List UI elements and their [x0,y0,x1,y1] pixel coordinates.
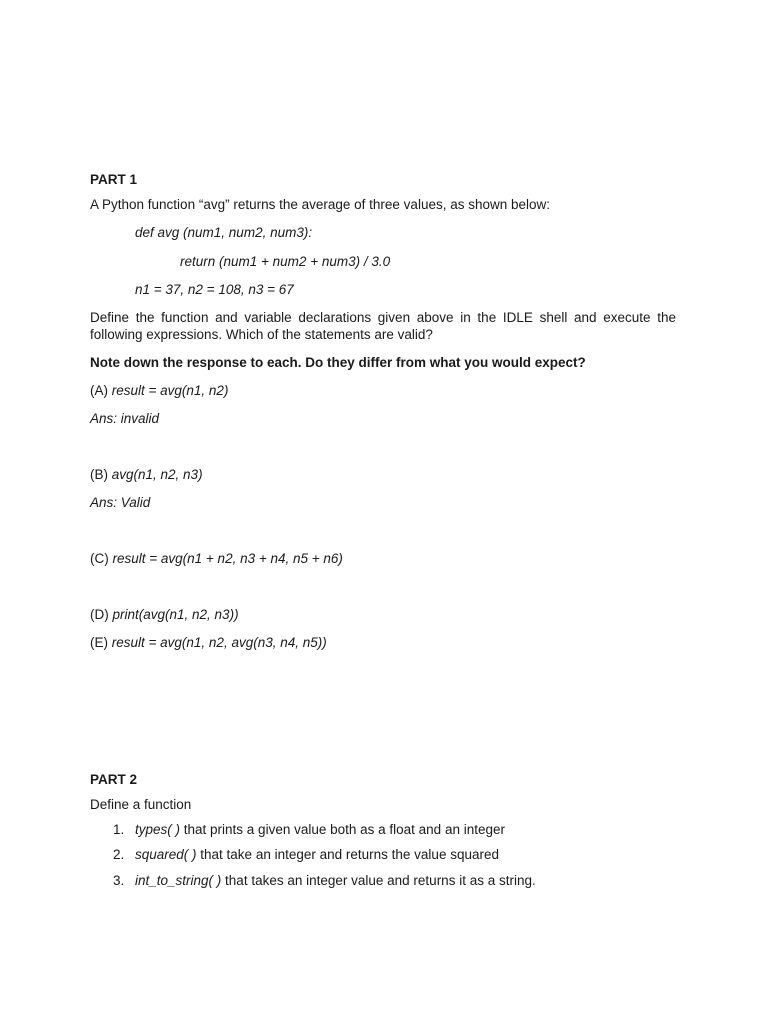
code-return-statement: return (num1 + num2 + num3) / 3.0 [180,254,391,269]
question-a [90,383,228,399]
list-item-2-function-name: squared( ) [135,847,197,862]
question-c-label: (C) [90,551,113,566]
list-item-2 [135,847,499,863]
question-e [90,635,327,651]
list-item-3 [135,873,536,889]
part1-instructions: Define the function and variable declarations given above in the IDLE shell and execute the following expressions. Which of the statements are valid? [90,310,676,342]
question-b-label: (B) [90,467,112,482]
question-c [90,551,343,567]
list-item-2-description: that take an integer and returns the value squared [196,847,499,862]
part2-intro: Define a function [90,797,192,812]
list-item-1-function-name: types( ) [135,822,181,837]
question-c-expression: result = avg(n1 + n2, n3 + n4, n5 + n6) [112,551,343,566]
question-a-expression: result = avg(n1, n2) [111,383,229,398]
list-item-1-number: 1. [113,822,125,837]
code-function-def: def avg (num1, num2, num3): [135,225,313,240]
list-item-3-description: that takes an integer value and returns it as a string. [221,873,536,888]
question-d-label: (D) [90,607,113,622]
list-item-2-number: 2. [113,847,125,862]
question-d-expression: print(avg(n1, n2, n3)) [112,607,239,622]
part1-intro: A Python function “avg” returns the average of three values, as shown below: [90,197,551,212]
question-b-expression: avg(n1, n2, n3) [111,467,203,482]
question-a-label: (A) [90,383,112,398]
question-b [90,467,203,483]
question-d [90,607,239,623]
part1-heading: PART 1 [90,172,138,187]
answer-a: Ans: invalid [90,411,160,426]
question-e-expression: result = avg(n1, n2, avg(n3, n4, n5)) [111,635,327,650]
question-e-label: (E) [90,635,112,650]
answer-b: Ans: Valid [90,495,151,510]
list-item-3-function-name: int_to_string( ) [135,873,222,888]
list-item-1 [135,822,505,838]
part1-note: Note down the response to each. Do they differ from what you would expect? [90,355,586,370]
list-item-3-number: 3. [113,873,125,888]
part2-heading: PART 2 [90,772,138,787]
code-variable-declarations: n1 = 37, n2 = 108, n3 = 67 [135,282,294,297]
list-item-1-description: that prints a given value both as a float and an integer [180,822,505,837]
